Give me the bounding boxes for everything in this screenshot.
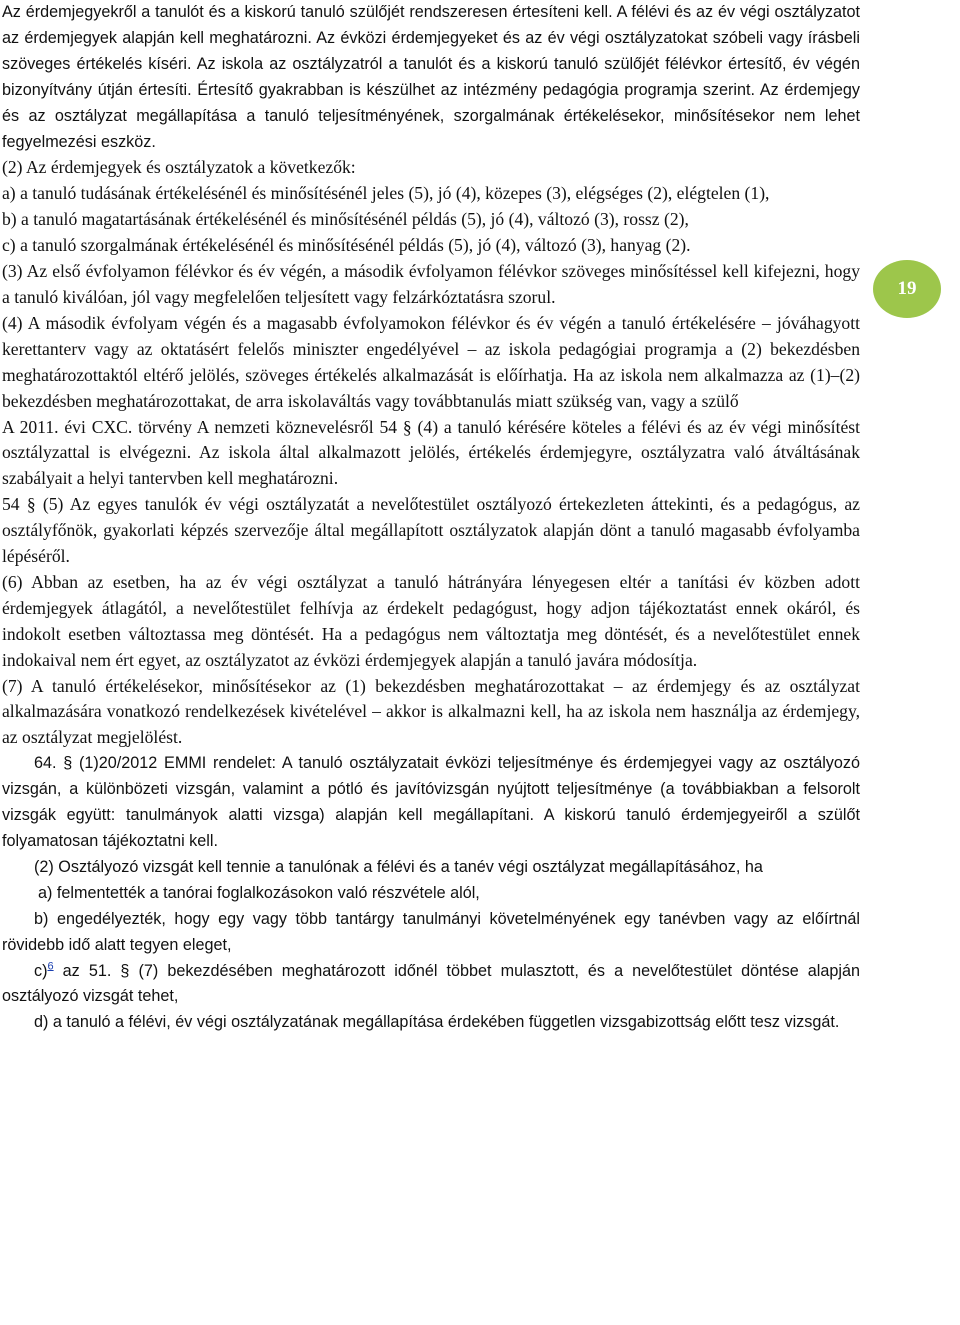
paragraph-7: (7) A tanuló értékelésekor, minősítésekor az (1) bekezdésben meghatározottakat – az érdemjegy és az osztályzat alkalmazására vonatkozó rendelkezések kivételével – akkor is alkalmazni kell, ha az iskola nem használja az érdemjegy, az osztályzat megjelölést. [2,675,860,748]
paragraph-intro: Az érdemjegyekről a tanulót és a kiskorú tanuló szülőjét rendszeresen értesíteni kell. A félévi és az év végi osztályzatot az érdemjegyek alapján kell meghatározni. Az évközi érdemjegyeket és az év végi osztályzatokat szóbeli vagy írásbeli szöveges értékelés kíséri. Az iskola az osztályzatról a tanulót és a kiskorú tanuló szülőjét félévkor értesítő, év végén bizonyítvány útján értesíti. Értesítő gyakrabban is készülhet az intézmény pedagógia programja szerint. Az érdemjegy és az osztályzat megállapítása a tanuló teljesítményének, szorgalmának értékelésekor, minősítésekor nem lehet fegyelmezési eszköz. [2,3,860,151]
paragraph-law-ref: A 2011. évi CXC. törvény A nemzeti köznevelésről 54 § (4) a tanuló kérésére köteles a félévi és az év végi minősítést osztályzattal is elvégezni. Az iskola által alkalmazott jelölés, értékelés érdemjegyre, osztályzatra való átváltásának szabályait a helyi tantervben kell meghatározni. [2,416,860,489]
paragraph-5: 54 § (5) Az egyes tanulók év végi osztályzatát a nevelőtestület osztályozó értekezleten áttekinti, és a pedagógus, az osztályfőnök, gyakorlati képzés szervezője által megállapított osztályzatok alapján dönt a tanuló magasabb évfolyamba lépéséről. [2,494,860,567]
paragraph-2a: a) a tanuló tudásának értékelésénél és minősítésénél jeles (5), jó (4), közepes (3), elégséges (2), elégtelen (1), [2,183,770,204]
page-number: 19 [897,278,917,299]
decree-item-c [2,959,860,1011]
paragraph-2b: b) a tanuló magatartásának értékelésénél és minősítésénél példás (5), jó (4), változó (3), rossz (2), [2,209,689,230]
page-number-badge [873,260,941,318]
decree-paragraph-64: 64. § (1)20/2012 EMMI rendelet: A tanuló osztályzatait évközi teljesítménye és érdemjegyei vagy az osztályozó vizsgán, a különbözeti vizsgán, valamint a pótló és javítóvizsgán nyújtott teljesítménye (a továbbiakban a felsorolt vizsgák együtt: tanulmányok alatti vizsga) alapján kell megállapítani. A kiskorú tanuló érdemjegyeiről a szülőt folyamatosan tájékoztatni kell. [2,754,860,850]
paragraph-4: (4) A második évfolyam végén és a magasabb évfolyamokon félévkor és év végén a tanuló értékelésére – jóváhagyott kerettanterv vagy az oktatásért felelős miniszter engedélyével – az iskola pedagógiai programja a (2) bekezdésben meghatározottaktól eltérő jelölés, szöveges értékelés alkalmazását is előírhatja. Ha az iskola nem alkalmazza az (1)–(2) bekezdésben meghatározottakat, de arra iskolaváltás vagy továbbtanulás miatt szükség van, vagy a szülő [2,312,860,411]
decree-item-c-prefix: c) [34,961,48,980]
decree-paragraph-2: (2) Osztályozó vizsgát kell tennie a tanulónak a félévi és a tanév végi osztályzat megállapításához, ha [34,857,763,876]
decree-item-c-text: az 51. § (7) bekezdésében meghatározott időnél többet mulasztott, és a nevelőtestület döntése alapján osztályozó vizsgát tehet, [2,961,860,1006]
footnote-link[interactable]: 6 [47,960,54,973]
decree-item-b: b) engedélyezték, hogy egy vagy több tantárgy tanulmányi követelményének egy tanévben vagy az előírtnál rövidebb idő alatt tegyen eleget, [2,909,860,954]
paragraph-3: (3) Az első évfolyamon félévkor és év végén, a második évfolyamon félévkor szöveges minősítéssel kell kifejezni, hogy a tanuló kiválóan, jól vagy megfelelően teljesített vagy felzárkóztatásra szorul. [2,261,860,307]
decree-item-a: a) felmentették a tanórai foglalkozásokon való részvétele alól, [38,883,480,902]
paragraph-6: (6) Abban az esetben, ha az év végi osztályzat a tanuló hátrányára lényegesen eltér a tanítási év közben adott érdemjegyek átlagától, a nevelőtestület felhívja az érdekelt pedagógust, hogy adjon tájékoztatást ennek okáról, és indokolt esetben változtassa meg döntését. Ha a pedagógus nem változtatja meg döntését, és a nevelőtestület ennek indokaival nem ért egyet, az osztályzatot az évközi érdemjegyek alapján a tanuló javára módosítja. [2,571,860,670]
decree-item-d: d) a tanuló a félévi, év végi osztályzatának megállapítása érdekében független vizsgabizottság előtt tesz vizsgát. [34,1013,840,1032]
paragraph-2: (2) Az érdemjegyek és osztályzatok a következők: [2,157,356,178]
paragraph-2c: c) a tanuló szorgalmának értékelésénél és minősítésénél példás (5), jó (4), változó (3), hanyag (2). [2,235,691,256]
